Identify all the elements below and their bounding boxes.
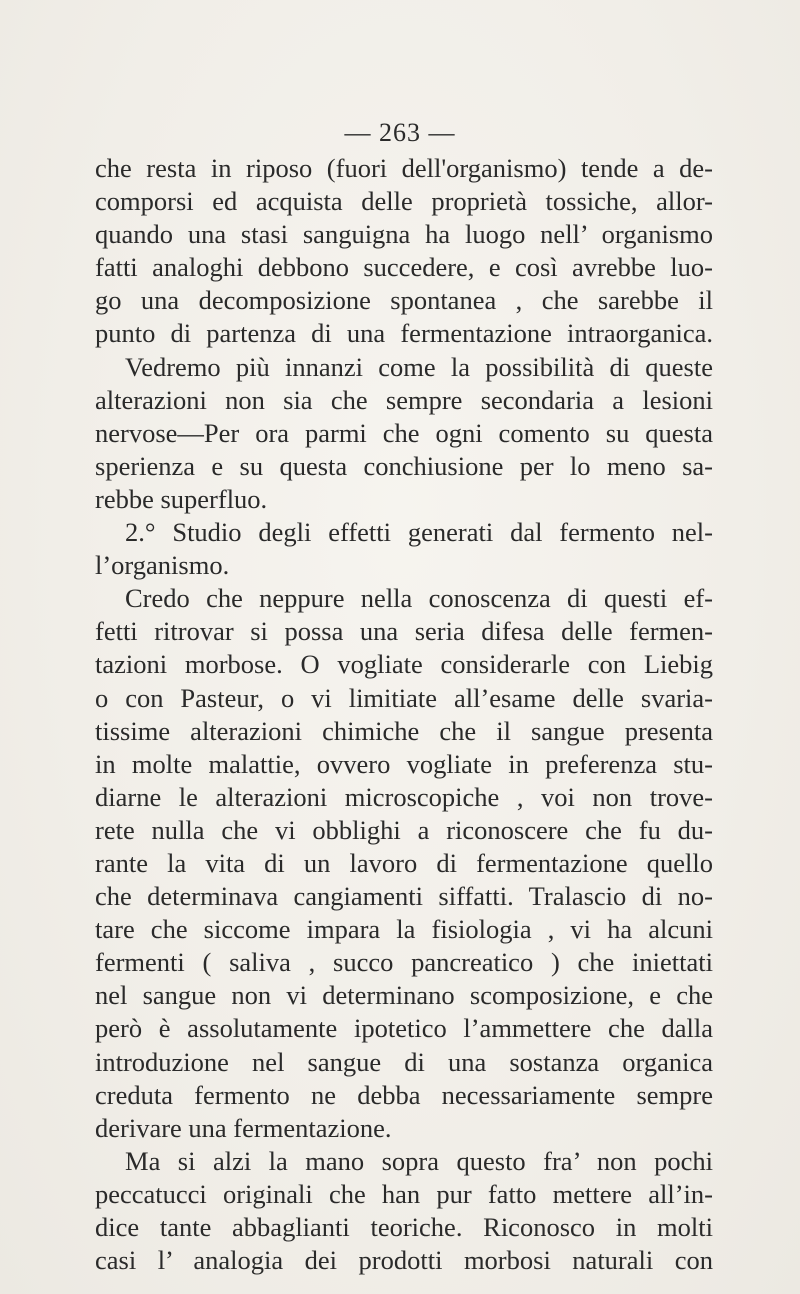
text-line: però è assolutamente ipotetico l’ammettere che dalla <box>95 1013 713 1044</box>
text-line: tazioni morbose. O vogliate considerarle con Liebig <box>95 649 713 680</box>
text-line: peccatucci originali che han pur fatto mettere all’in- <box>95 1178 713 1209</box>
text-line: punto di partenza di una fermentazione intraorganica. <box>95 318 713 349</box>
text-line: go una decomposizione spontanea , che sarebbe il <box>95 285 713 316</box>
text-line: tissime alterazioni chimiche che il sangue presenta <box>95 715 713 746</box>
text-line: diarne le alterazioni microscopiche , voi non trove- <box>95 781 713 812</box>
text-line: nervose—Per ora parmi che ogni comento su questa <box>95 417 713 448</box>
text-line: dice tante abbaglianti teoriche. Riconosco in molti <box>95 1212 713 1242</box>
text-line: Credo che neppure nella conoscenza di questi ef- <box>125 583 713 614</box>
text-line: 2.° Studio degli effetti generati dal fermento nel- <box>125 517 713 548</box>
text-line: nel sangue non vi determinano scomposizione, e che <box>95 980 713 1011</box>
text-line: l’organismo. <box>95 550 230 581</box>
text-line: introduzione nel sangue di una sostanza organica <box>95 1046 713 1077</box>
text-line: casi l’ analogia dei prodotti morbosi naturali con <box>95 1245 713 1276</box>
text-line: alterazioni non sia che sempre secondaria a lesioni <box>95 384 713 415</box>
text-line: Ma si alzi la mano sopra questo fra’ non pochi <box>125 1145 713 1176</box>
text-line: in molte malattie, ovvero vogliate in preferenza stu- <box>95 748 713 779</box>
text-line: comporsi ed acquista delle proprietà tossiche, allor- <box>95 186 713 217</box>
text-line: tare che siccome impara la fisiologia , vi ha alcuni <box>95 914 713 945</box>
text-line: quando una stasi sanguigna ha luogo nell’ organismo <box>95 219 713 250</box>
text-line: rete nulla che vi obblighi a riconoscere che fu du- <box>95 814 713 845</box>
text-line: derivare una fermentazione. <box>95 1112 392 1143</box>
text-line: fermenti ( saliva , succo pancreatico ) che iniettati <box>95 947 713 978</box>
text-line: sperienza e su questa conchiusione per lo meno sa- <box>95 450 713 481</box>
body-text <box>95 152 713 1277</box>
text-line: che determinava cangiamenti siffatti. Tralascio di no- <box>95 881 713 912</box>
text-line: rebbe superfluo. <box>95 483 268 514</box>
text-line: Vedremo più innanzi come la possibilità di queste <box>125 351 713 382</box>
page-number: — 263 — <box>344 118 456 147</box>
text-line: fatti analoghi debbono succedere, e così avrebbe luo- <box>95 252 713 283</box>
text-line: che resta in riposo (fuori dell'organismo) tende a de- <box>95 153 713 183</box>
text-line: o con Pasteur, o vi limitiate all’esame delle svaria- <box>95 682 713 713</box>
text-line: fetti ritrovar si possa una seria difesa delle fermen- <box>95 616 713 647</box>
text-line: rante la vita di un lavoro di fermentazione quello <box>95 847 713 878</box>
text-line: creduta fermento ne debba necessariamente sempre <box>95 1079 713 1110</box>
